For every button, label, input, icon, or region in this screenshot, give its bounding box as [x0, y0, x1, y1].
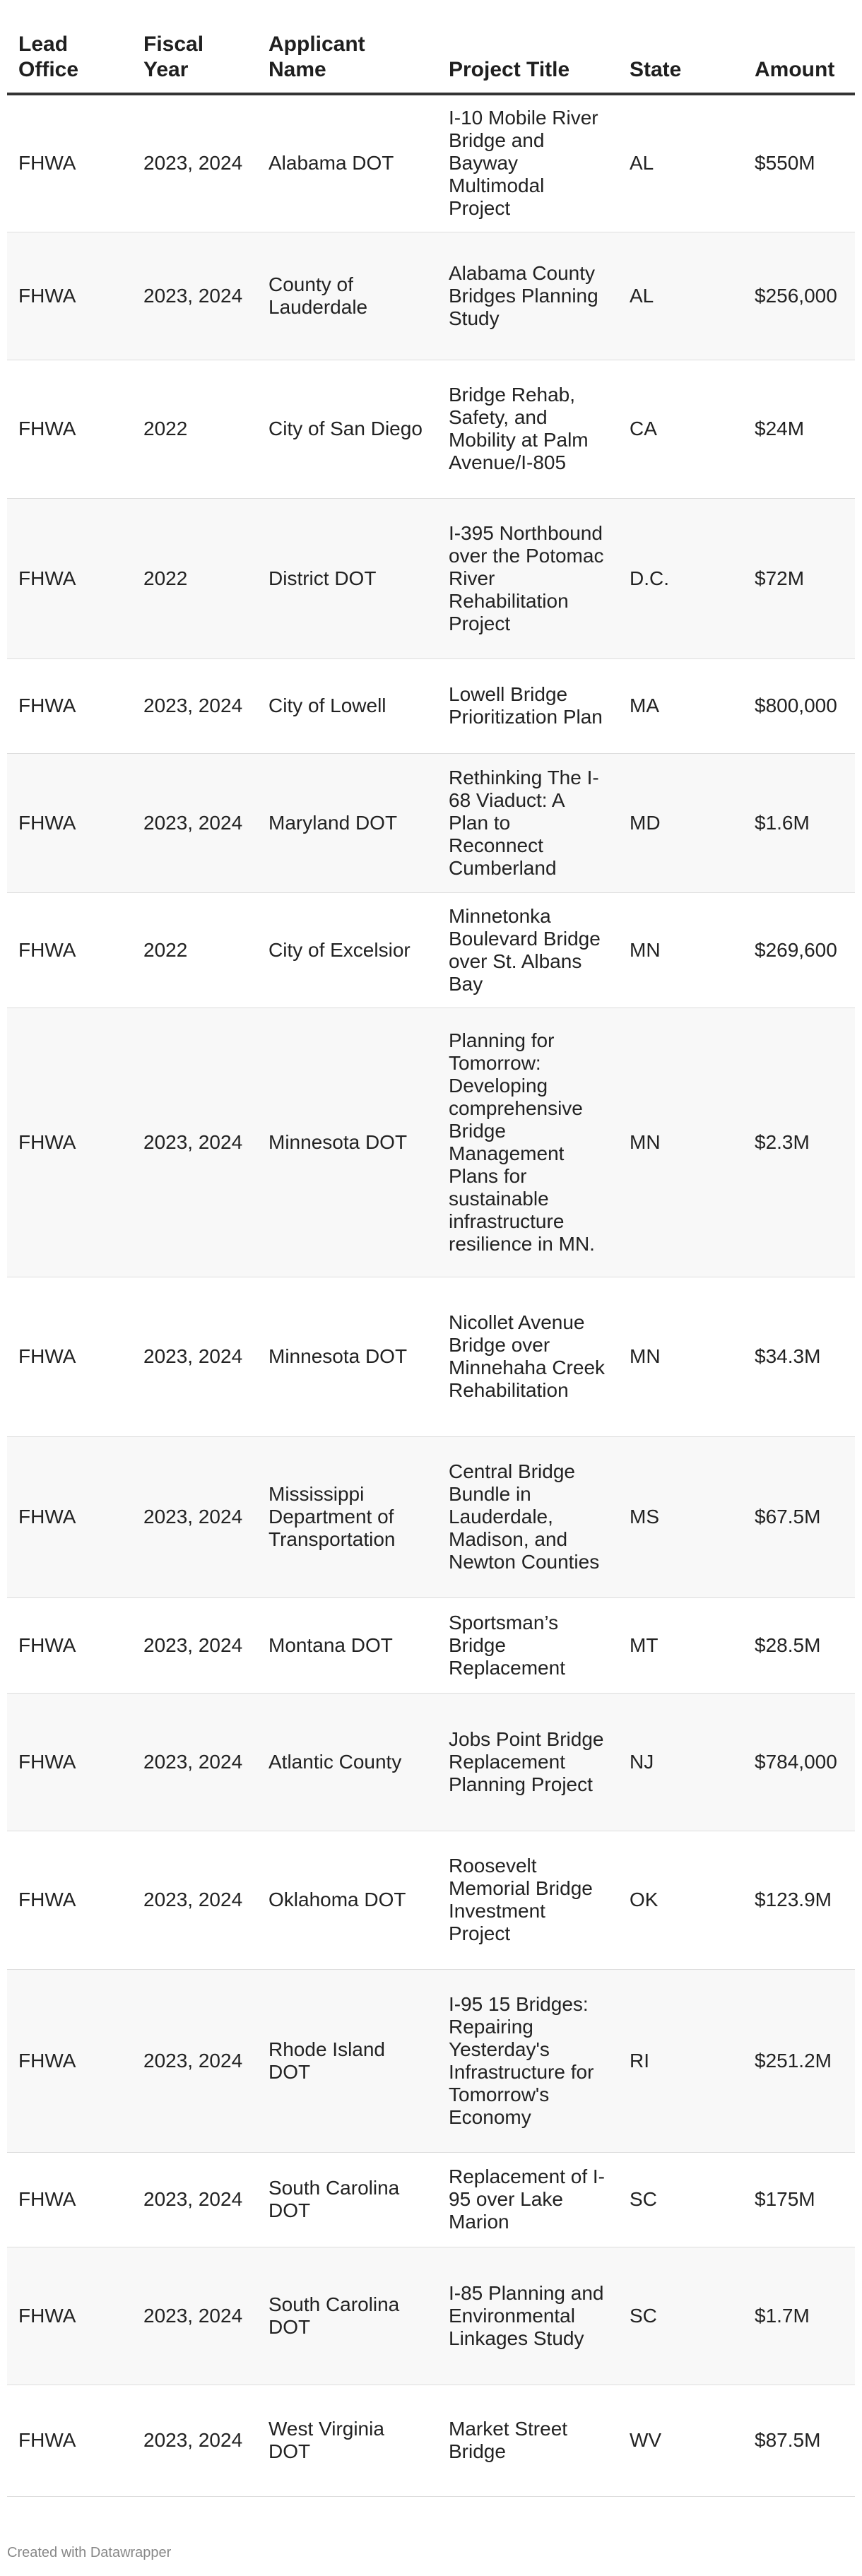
cell-state: AL: [618, 232, 743, 360]
cell-fiscal-year: 2023, 2024: [132, 232, 257, 360]
cell-lead-office: FHWA: [7, 232, 132, 360]
table-row: [7, 892, 855, 1008]
cell-amount: $269,600: [743, 892, 855, 1008]
cell-lead-office: FHWA: [7, 1436, 132, 1597]
cell-lead-office: FHWA: [7, 1969, 132, 2152]
cell-state: SC: [618, 2152, 743, 2247]
cell-fiscal-year: 2023, 2024: [132, 1693, 257, 1831]
cell-fiscal-year: 2023, 2024: [132, 658, 257, 753]
cell-amount: $175M: [743, 2152, 855, 2247]
cell-lead-office: FHWA: [7, 1277, 132, 1436]
cell-fiscal-year: 2023, 2024: [132, 2385, 257, 2496]
cell-fiscal-year: 2022: [132, 892, 257, 1008]
table-row: [7, 658, 855, 753]
cell-project-title: I-10 Mobile River Bridge and Bayway Multimodal Project: [437, 94, 618, 232]
cell-lead-office: FHWA: [7, 753, 132, 892]
header-fiscal-year[interactable]: Fiscal Year: [132, 0, 257, 94]
cell-project-title: Market Street Bridge: [437, 2385, 618, 2496]
cell-applicant-name: Montana DOT: [257, 1597, 437, 1693]
cell-lead-office: FHWA: [7, 658, 132, 753]
cell-lead-office: FHWA: [7, 1597, 132, 1693]
cell-project-title: Bridge Rehab, Safety, and Mobility at Palm Avenue/I-805: [437, 360, 618, 498]
cell-state: MD: [618, 753, 743, 892]
cell-project-title: Lowell Bridge Prioritization Plan: [437, 658, 618, 753]
cell-project-title: Sportsman’s Bridge Replacement: [437, 1597, 618, 1693]
cell-lead-office: FHWA: [7, 892, 132, 1008]
cell-applicant-name: City of Lowell: [257, 658, 437, 753]
table-row: [7, 2385, 855, 2496]
cell-state: WV: [618, 2385, 743, 2496]
cell-state: SC: [618, 2247, 743, 2385]
table-row: [7, 1277, 855, 1436]
table-row: [7, 1969, 855, 2152]
table-row: [7, 2152, 855, 2247]
header-row: [7, 0, 855, 94]
cell-applicant-name: City of Excelsior: [257, 892, 437, 1008]
header-lead-office[interactable]: Lead Office: [7, 0, 132, 94]
table-row: [7, 2247, 855, 2385]
cell-fiscal-year: 2022: [132, 360, 257, 498]
cell-state: AL: [618, 94, 743, 232]
cell-lead-office: FHWA: [7, 1008, 132, 1277]
table-body: [7, 94, 855, 2496]
cell-applicant-name: District DOT: [257, 498, 437, 658]
cell-amount: $784,000: [743, 1693, 855, 1831]
cell-fiscal-year: 2023, 2024: [132, 1597, 257, 1693]
bridge-grants-table: [7, 0, 855, 2497]
cell-applicant-name: Minnesota DOT: [257, 1277, 437, 1436]
cell-project-title: Replacement of I-95 over Lake Marion: [437, 2152, 618, 2247]
cell-project-title: Jobs Point Bridge Replacement Planning Project: [437, 1693, 618, 1831]
header-state[interactable]: State: [618, 0, 743, 94]
table-row: [7, 1597, 855, 1693]
cell-project-title: Nicollet Avenue Bridge over Minnehaha Creek Rehabilitation: [437, 1277, 618, 1436]
table-row: [7, 1008, 855, 1277]
cell-state: MT: [618, 1597, 743, 1693]
cell-state: CA: [618, 360, 743, 498]
table-row: [7, 1693, 855, 1831]
cell-project-title: Rethinking The I-68 Viaduct: A Plan to Reconnect Cumberland: [437, 753, 618, 892]
cell-amount: $87.5M: [743, 2385, 855, 2496]
cell-state: MA: [618, 658, 743, 753]
cell-fiscal-year: 2023, 2024: [132, 1831, 257, 1969]
cell-applicant-name: South Carolina DOT: [257, 2152, 437, 2247]
cell-amount: $550M: [743, 94, 855, 232]
cell-amount: $28.5M: [743, 1597, 855, 1693]
cell-amount: $1.6M: [743, 753, 855, 892]
cell-lead-office: FHWA: [7, 2247, 132, 2385]
cell-applicant-name: Atlantic County: [257, 1693, 437, 1831]
cell-applicant-name: South Carolina DOT: [257, 2247, 437, 2385]
cell-applicant-name: County of Lauderdale: [257, 232, 437, 360]
cell-fiscal-year: 2023, 2024: [132, 2152, 257, 2247]
cell-fiscal-year: 2023, 2024: [132, 1436, 257, 1597]
cell-project-title: Roosevelt Memorial Bridge Investment Project: [437, 1831, 618, 1969]
cell-lead-office: FHWA: [7, 1693, 132, 1831]
cell-project-title: Planning for Tomorrow: Developing comprehensive Bridge Management Plans for sustainable infrastructure resilience in MN.: [437, 1008, 618, 1277]
cell-lead-office: FHWA: [7, 1831, 132, 1969]
cell-fiscal-year: 2023, 2024: [132, 1969, 257, 2152]
table-row: [7, 1831, 855, 1969]
cell-amount: $34.3M: [743, 1277, 855, 1436]
cell-amount: $123.9M: [743, 1831, 855, 1969]
cell-fiscal-year: 2023, 2024: [132, 1277, 257, 1436]
table-row: [7, 232, 855, 360]
header-amount[interactable]: Amount: [743, 0, 855, 94]
cell-amount: $251.2M: [743, 1969, 855, 2152]
table-row: [7, 498, 855, 658]
cell-fiscal-year: 2023, 2024: [132, 94, 257, 232]
table-row: [7, 753, 855, 892]
cell-applicant-name: Minnesota DOT: [257, 1008, 437, 1277]
cell-project-title: I-95 15 Bridges: Repairing Yesterday's Infrastructure for Tomorrow's Economy: [437, 1969, 618, 2152]
table-row: [7, 94, 855, 232]
cell-project-title: I-85 Planning and Environmental Linkages Study: [437, 2247, 618, 2385]
cell-applicant-name: City of San Diego: [257, 360, 437, 498]
cell-applicant-name: Rhode Island DOT: [257, 1969, 437, 2152]
cell-lead-office: FHWA: [7, 94, 132, 232]
cell-fiscal-year: 2022: [132, 498, 257, 658]
datawrapper-credit: Created with Datawrapper: [7, 2545, 172, 2560]
cell-amount: $24M: [743, 360, 855, 498]
cell-lead-office: FHWA: [7, 498, 132, 658]
header-project-title[interactable]: Project Title: [437, 0, 618, 94]
cell-applicant-name: West Virginia DOT: [257, 2385, 437, 2496]
cell-applicant-name: Alabama DOT: [257, 94, 437, 232]
cell-lead-office: FHWA: [7, 2385, 132, 2496]
header-applicant-name[interactable]: Applicant Name: [257, 0, 437, 94]
cell-state: D.C.: [618, 498, 743, 658]
cell-amount: $800,000: [743, 658, 855, 753]
cell-project-title: Alabama County Bridges Planning Study: [437, 232, 618, 360]
cell-lead-office: FHWA: [7, 2152, 132, 2247]
table-row: [7, 360, 855, 498]
cell-state: MN: [618, 1008, 743, 1277]
cell-state: MS: [618, 1436, 743, 1597]
data-table-container: [7, 0, 855, 2497]
cell-amount: $67.5M: [743, 1436, 855, 1597]
cell-state: NJ: [618, 1693, 743, 1831]
table-header: [7, 0, 855, 94]
table-row: [7, 1436, 855, 1597]
cell-fiscal-year: 2023, 2024: [132, 2247, 257, 2385]
cell-amount: $2.3M: [743, 1008, 855, 1277]
cell-applicant-name: Mississippi Department of Transportation: [257, 1436, 437, 1597]
cell-amount: $72M: [743, 498, 855, 658]
cell-state: OK: [618, 1831, 743, 1969]
cell-amount: $1.7M: [743, 2247, 855, 2385]
cell-project-title: I-395 Northbound over the Potomac River Rehabilitation Project: [437, 498, 618, 658]
cell-state: MN: [618, 1277, 743, 1436]
cell-applicant-name: Maryland DOT: [257, 753, 437, 892]
cell-state: MN: [618, 892, 743, 1008]
cell-fiscal-year: 2023, 2024: [132, 1008, 257, 1277]
cell-state: RI: [618, 1969, 743, 2152]
cell-applicant-name: Oklahoma DOT: [257, 1831, 437, 1969]
cell-fiscal-year: 2023, 2024: [132, 753, 257, 892]
cell-project-title: Minnetonka Boulevard Bridge over St. Albans Bay: [437, 892, 618, 1008]
cell-lead-office: FHWA: [7, 360, 132, 498]
cell-project-title: Central Bridge Bundle in Lauderdale, Madison, and Newton Counties: [437, 1436, 618, 1597]
cell-amount: $256,000: [743, 232, 855, 360]
